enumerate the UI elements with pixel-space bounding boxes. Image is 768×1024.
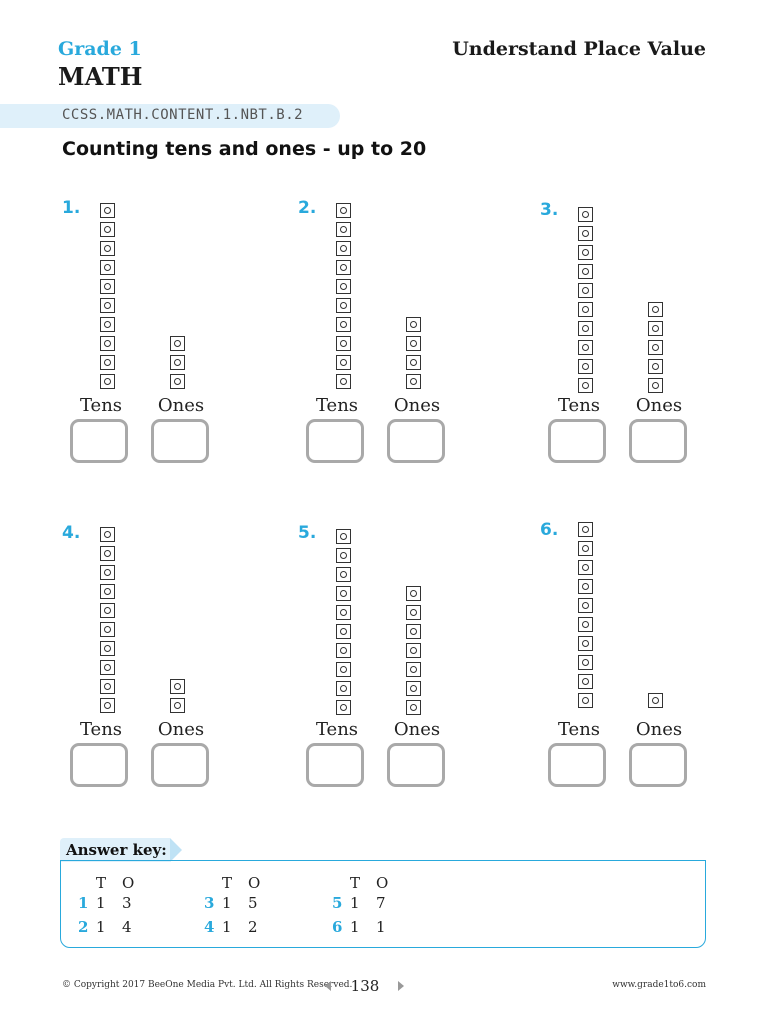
ones-answer-box[interactable] [387, 743, 445, 787]
ones-cube [406, 662, 421, 677]
tens-cube [336, 624, 351, 639]
tens-cube [100, 222, 115, 237]
tens-cube [336, 317, 351, 332]
topic-title: Understand Place Value [452, 38, 706, 60]
answer-key-ones: 3 [122, 894, 132, 912]
tens-label: Tens [79, 395, 123, 416]
ones-cube [170, 355, 185, 370]
tens-label: Tens [557, 719, 601, 740]
tens-cube [578, 636, 593, 651]
grade-label: Grade 1 [58, 38, 142, 60]
tens-cube [578, 655, 593, 670]
tens-cube [100, 527, 115, 542]
ones-cube [170, 698, 185, 713]
tens-cube [336, 548, 351, 563]
answer-key-tens: 1 [222, 894, 232, 912]
answer-key-ones: 2 [248, 918, 258, 936]
answer-key-header-t: T [350, 874, 361, 892]
ones-cube [648, 321, 663, 336]
answer-key-number: 1 [78, 894, 89, 912]
tens-cube [100, 374, 115, 389]
answer-key-number: 6 [332, 918, 343, 936]
ones-cube [406, 336, 421, 351]
problem-number: 1. [62, 198, 81, 218]
tens-answer-box[interactable] [306, 419, 364, 463]
ones-cube [170, 679, 185, 694]
answer-key-header-o: O [122, 874, 135, 892]
tens-cube [100, 584, 115, 599]
standard-code: CCSS.MATH.CONTENT.1.NBT.B.2 [62, 107, 304, 123]
subject-label: MATH [58, 62, 143, 91]
tens-answer-box[interactable] [70, 419, 128, 463]
tens-cube [578, 321, 593, 336]
tens-cube [578, 617, 593, 632]
tens-cube [336, 222, 351, 237]
ones-cube [406, 317, 421, 332]
tens-cube [100, 565, 115, 580]
tens-cube [100, 641, 115, 656]
ones-cube [406, 624, 421, 639]
ones-label: Ones [635, 395, 683, 416]
answer-key-header-t: T [222, 874, 233, 892]
ones-cube [648, 378, 663, 393]
tens-cube [100, 203, 115, 218]
tens-cube [336, 567, 351, 582]
ones-cube [170, 336, 185, 351]
ones-cube [406, 643, 421, 658]
answer-key-tens: 1 [350, 918, 360, 936]
tens-cube [100, 546, 115, 561]
tens-cube [578, 541, 593, 556]
tens-cube [336, 529, 351, 544]
tens-cube [336, 643, 351, 658]
worksheet-title: Counting tens and ones - up to 20 [62, 138, 427, 160]
ones-label: Ones [157, 719, 205, 740]
ones-cube [406, 605, 421, 620]
ones-cube [648, 693, 663, 708]
tens-cube [100, 279, 115, 294]
answer-key-number: 3 [204, 894, 215, 912]
answer-key-number: 5 [332, 894, 343, 912]
answer-key-ones: 7 [376, 894, 386, 912]
tens-cube [336, 681, 351, 696]
tens-cube [100, 622, 115, 637]
tens-cube [100, 317, 115, 332]
ones-cube [406, 700, 421, 715]
tens-cube [578, 598, 593, 613]
tens-label: Tens [315, 719, 359, 740]
tens-cube [336, 700, 351, 715]
problem-number: 5. [298, 523, 317, 543]
ones-cube [406, 681, 421, 696]
problem-number: 2. [298, 198, 317, 218]
copyright-text: © Copyright 2017 BeeOne Media Pvt. Ltd. All Rights Reserved. [62, 980, 353, 990]
answer-key-number: 4 [204, 918, 215, 936]
answer-key-header-o: O [376, 874, 389, 892]
ones-cube [406, 586, 421, 601]
next-page-arrow-icon[interactable] [398, 981, 404, 991]
tens-cube [578, 693, 593, 708]
answer-key-tens: 1 [222, 918, 232, 936]
ones-label: Ones [635, 719, 683, 740]
ones-cube [648, 302, 663, 317]
tens-cube [578, 207, 593, 222]
tens-cube [100, 603, 115, 618]
tens-answer-box[interactable] [548, 419, 606, 463]
answer-key-number: 2 [78, 918, 89, 936]
tens-cube [336, 260, 351, 275]
tens-cube [336, 586, 351, 601]
tens-cube [578, 579, 593, 594]
tens-cube [578, 560, 593, 575]
answer-key-label: Answer key: [66, 841, 167, 859]
tens-cube [100, 241, 115, 256]
tens-cube [578, 302, 593, 317]
problem-number: 4. [62, 523, 81, 543]
tens-cube [336, 336, 351, 351]
tens-cube [578, 359, 593, 374]
website-url: www.grade1to6.com [612, 980, 706, 990]
tens-cube [578, 378, 593, 393]
tens-answer-box[interactable] [306, 743, 364, 787]
tens-cube [336, 374, 351, 389]
problem-number: 3. [540, 200, 559, 220]
ones-label: Ones [393, 395, 441, 416]
tens-cube [578, 264, 593, 279]
problem-number: 6. [540, 520, 559, 540]
tens-cube [578, 283, 593, 298]
tens-cube [100, 336, 115, 351]
ones-answer-box[interactable] [629, 419, 687, 463]
answer-key-ones: 4 [122, 918, 132, 936]
ones-cube [648, 359, 663, 374]
tens-cube [578, 674, 593, 689]
answer-key-ones: 5 [248, 894, 258, 912]
page-number: 138 [350, 977, 380, 995]
ones-cube [170, 374, 185, 389]
tens-cube [336, 355, 351, 370]
prev-page-arrow-icon[interactable] [325, 981, 331, 991]
ones-answer-box[interactable] [629, 743, 687, 787]
tens-cube [336, 662, 351, 677]
tens-cube [100, 355, 115, 370]
tens-cube [100, 298, 115, 313]
tens-label: Tens [315, 395, 359, 416]
tens-answer-box[interactable] [70, 743, 128, 787]
tens-cube [100, 660, 115, 675]
tens-label: Tens [557, 395, 601, 416]
tens-cube [336, 298, 351, 313]
tens-cube [100, 260, 115, 275]
tens-cube [336, 241, 351, 256]
tens-cube [578, 522, 593, 537]
tens-cube [336, 279, 351, 294]
tens-cube [100, 698, 115, 713]
ones-label: Ones [157, 395, 205, 416]
tens-cube [578, 340, 593, 355]
tens-answer-box[interactable] [548, 743, 606, 787]
tens-cube [100, 679, 115, 694]
answer-key-tens: 1 [96, 894, 106, 912]
tens-cube [578, 245, 593, 260]
tens-cube [578, 226, 593, 241]
ones-cube [406, 374, 421, 389]
tens-cube [336, 605, 351, 620]
ones-answer-box[interactable] [387, 419, 445, 463]
answer-key-header-t: T [96, 874, 107, 892]
answer-key-tens: 1 [350, 894, 360, 912]
ones-cube [406, 355, 421, 370]
tens-cube [336, 203, 351, 218]
ones-answer-box[interactable] [151, 419, 209, 463]
ones-cube [648, 340, 663, 355]
tens-label: Tens [79, 719, 123, 740]
answer-key-arrow-icon [170, 838, 182, 862]
answer-key-tens: 1 [96, 918, 106, 936]
answer-key-ones: 1 [376, 918, 386, 936]
ones-answer-box[interactable] [151, 743, 209, 787]
answer-key-header-o: O [248, 874, 261, 892]
ones-label: Ones [393, 719, 441, 740]
